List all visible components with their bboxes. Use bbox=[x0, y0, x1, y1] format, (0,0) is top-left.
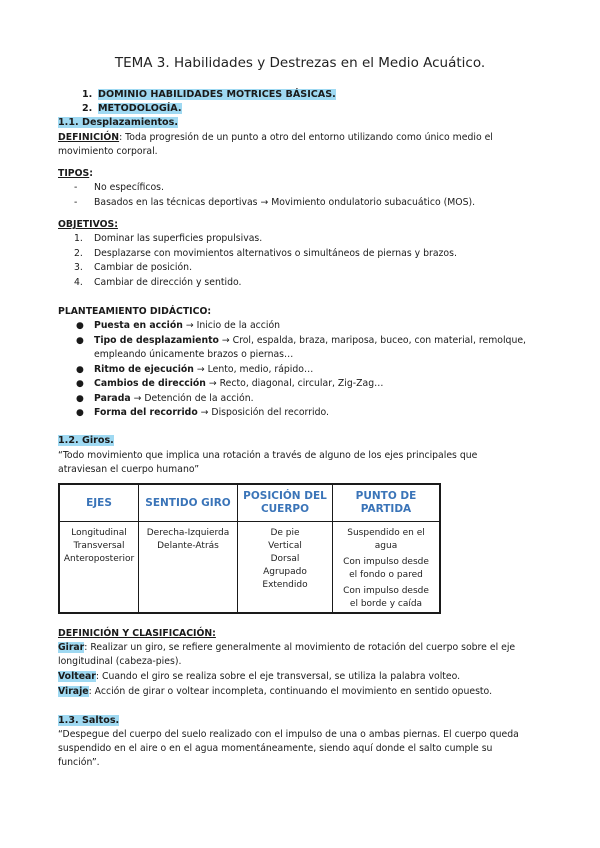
table-header-posicion: POSICIÓN DEL CUERPO bbox=[238, 484, 333, 522]
viraje-paragraph: Viraje: Acción de girar o voltear incompleta, continuando el movimiento en sentido opuesto. bbox=[58, 686, 493, 697]
definition-label: DEFINICIÓN bbox=[58, 132, 120, 143]
table-header-partida: PUNTO DE PARTIDA bbox=[333, 484, 441, 522]
list-item: ● Puesta en acción → Inicio de la acción bbox=[76, 320, 281, 331]
table-header-ejes: EJES bbox=[59, 484, 139, 522]
table-cell-partida: Suspendido en el agua Con impulso desde el fondo o pared Con impulso desde el borde y caída bbox=[333, 522, 441, 614]
objetivos-list bbox=[58, 232, 548, 290]
heading-1-label: DOMINIO HABILIDADES MOTRICES BÁSICAS. bbox=[98, 89, 336, 100]
list-item: ● Ritmo de ejecución → Lento, medio, rápido… bbox=[76, 363, 314, 375]
giros-table bbox=[58, 483, 441, 614]
girar-paragraph: Girar: Realizar un giro, se refiere generalmente al movimiento de rotación del cuerpo sobre el eje longitudinal (cabeza-pies). bbox=[58, 642, 516, 667]
saltos-quote: “Despegue del cuerpo del suelo realizado con el impulso de una o ambas piernas. El cuerpo queda suspendido en el aire o en el agua momentáneamente, siendo aquí donde el salto cumple su función”. bbox=[58, 729, 519, 768]
list-item: ● Forma del recorrido → Disposición del recorrido. bbox=[76, 407, 329, 418]
table-cell-sentido: Derecha-Izquierda Delante-Atrás bbox=[139, 522, 238, 614]
heading-1 bbox=[82, 89, 336, 100]
list-item: ● Parada → Detención de la acción. bbox=[76, 392, 254, 404]
girar-term: Girar bbox=[58, 642, 85, 653]
list-item: 1. Dominar las superficies propulsivas. bbox=[74, 233, 263, 244]
tipos-label: TIPOS: bbox=[58, 168, 93, 179]
section-1-1-heading: 1.1. Desplazamientos. bbox=[58, 117, 179, 128]
list-item: ● Cambios de dirección → Recto, diagonal, circular, Zig-Zag… bbox=[76, 378, 384, 389]
table-cell-ejes: Longitudinal Transversal Anteroposterior bbox=[59, 522, 139, 614]
table-header-row bbox=[59, 484, 440, 522]
table-cell-posicion: De pie Vertical Dorsal Agrupado Extendido bbox=[238, 522, 333, 614]
list-item: 3. Cambiar de posición. bbox=[74, 262, 193, 273]
giros-quote: “Todo movimiento que implica una rotación a través de alguno de los ejes principales que atraviesan el cuerpo humano” bbox=[58, 450, 478, 475]
tipos-list bbox=[58, 181, 548, 210]
voltear-term: Voltear bbox=[58, 671, 96, 682]
list-item: 4. Cambiar de dirección y sentido. bbox=[74, 276, 242, 288]
list-item: - Basados en las técnicas deportivas → Movimiento ondulatorio subacuático (MOS). bbox=[74, 196, 476, 208]
list-item: 2. Desplazarse con movimientos alternativos o simultáneos de piernas y brazos. bbox=[74, 247, 457, 259]
table-row bbox=[59, 522, 440, 614]
definition-paragraph bbox=[58, 131, 548, 159]
objetivos-label: OBJETIVOS: bbox=[58, 219, 118, 230]
definition-text-1: : Toda progresión de un punto a otro del entorno utilizando como único medio el bbox=[119, 132, 493, 143]
planteamiento-label: PLANTEAMIENTO DIDÁCTICO: bbox=[58, 306, 212, 317]
definition-text-2: movimiento corporal. bbox=[58, 146, 158, 157]
heading-2-label: METODOLOGÍA. bbox=[98, 103, 182, 114]
table-header-sentido: SENTIDO GIRO bbox=[139, 484, 238, 522]
heading-2 bbox=[82, 103, 182, 114]
section-1-3-heading: 1.3. Saltos. bbox=[58, 715, 120, 726]
section-1-2-heading: 1.2. Giros. bbox=[58, 435, 114, 446]
page-title: TEMA 3. Habilidades y Destrezas en el Medio Acuático. bbox=[114, 55, 486, 71]
viraje-term: Viraje bbox=[58, 686, 89, 697]
list-item: ● Tipo de desplazamiento → Crol, espalda, braza, mariposa, buceo, con material, remolque, empleando únicamente brazos o piernas… bbox=[76, 334, 527, 360]
list-item: - No específicos. bbox=[74, 182, 164, 193]
defclas-label: DEFINICIÓN Y CLASIFICACIÓN: bbox=[58, 628, 216, 639]
heading-1-number: 1. bbox=[82, 89, 93, 100]
planteamiento-list bbox=[58, 319, 548, 421]
heading-2-number: 2. bbox=[82, 103, 93, 114]
voltear-paragraph: Voltear: Cuando el giro se realiza sobre el eje transversal, se utiliza la palabra volteo. bbox=[58, 671, 461, 682]
